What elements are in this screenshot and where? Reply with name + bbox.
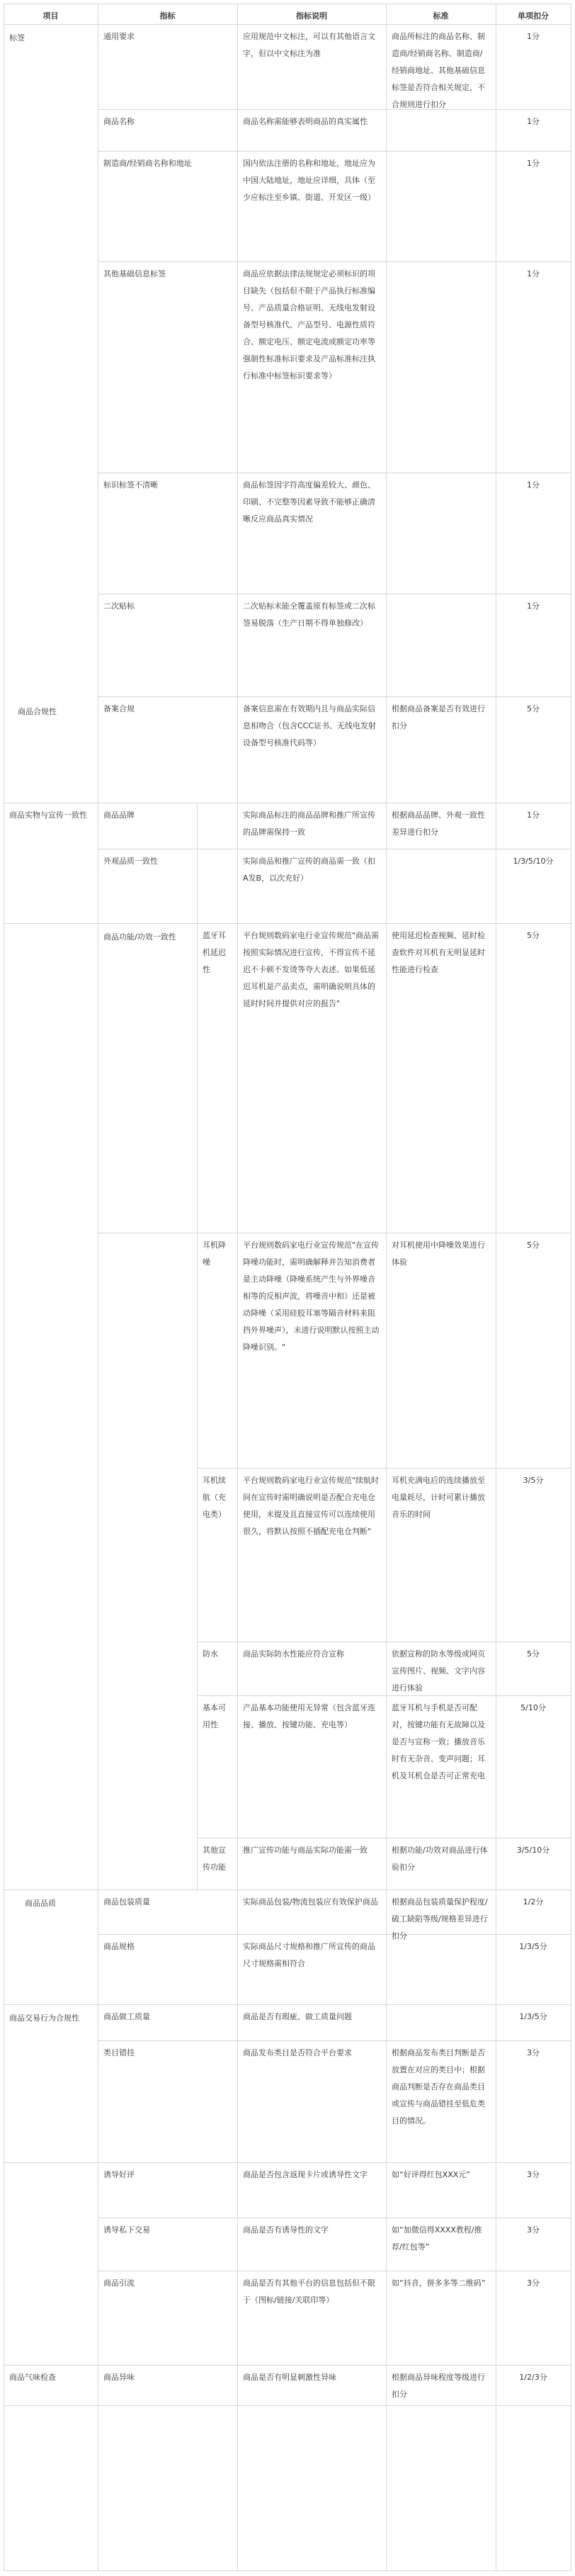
- table-rule: [4, 24, 571, 25]
- row-deduction: 3/5分: [523, 1476, 544, 1485]
- row-description: 产品基本功能使用无异常（包含蓝牙连接、播放、按键功能、充电等）: [243, 1703, 375, 1729]
- row-deduction: 5分: [527, 1649, 540, 1659]
- table-rule: [4, 2004, 571, 2005]
- table-rule: [98, 151, 571, 152]
- table-rule: [197, 803, 198, 1889]
- row-deduction: 1/3/5分: [519, 2012, 547, 2021]
- row-indicator: 商品名称: [103, 117, 135, 126]
- row-deduction: 3分: [527, 2048, 540, 2057]
- row-indicator: 商品异味: [103, 2373, 135, 2382]
- row-indicator: 其他基础信息标签: [103, 269, 166, 278]
- row-description: 商品是否有瑕疵、做工质量问题: [243, 2012, 352, 2021]
- row-sub-indicator: 其他宣传功能: [203, 1846, 226, 1872]
- row-deduction: 5/10分: [520, 1703, 546, 1712]
- row-indicator: 通用要求: [103, 32, 135, 41]
- row-indicator: 制造商/经销商名称和地址: [103, 159, 192, 168]
- row-deduction: 1/2/3分: [519, 2373, 547, 2382]
- row-indicator: 备案合规: [103, 704, 135, 713]
- row-indicator: 诱导好评: [103, 2170, 135, 2179]
- row-description: 实际商品和推广宣传的商品需一致（扣A发B，以次充好）: [243, 857, 375, 883]
- row-description: 商品是否有其他平台的信息包括但不限于（图标/链接/关联印等）: [243, 2278, 375, 2305]
- row-description: 商品是否包含返现卡片或诱导性文字: [243, 2170, 368, 2179]
- row-standard: 耳机充满电后的连续播放至电量耗尽，计时可累计播放音乐的时间: [392, 1476, 485, 1519]
- table-rule: [4, 2570, 571, 2571]
- row-description: 推广宣传功能与商品实际功能需一致: [243, 1846, 368, 1855]
- row-description: 备案信息需在有效期内且与商品实际信息相吻合（包含CCC证书、无线电发射设备型号核准代码等）: [243, 704, 377, 747]
- row-description: 商品是否有诱导性的文字: [243, 2225, 329, 2235]
- row-description: 二次贴标未能全覆盖原有标签或二次标签易脱落（生产日期不得单独修改）: [243, 601, 375, 628]
- row-deduction: 1分: [527, 480, 540, 490]
- group-trading: 商品交易行为合规性: [9, 2013, 79, 2023]
- table-rule: [4, 2405, 571, 2406]
- row-indicator: 商品规格: [103, 1942, 135, 1951]
- table-rule: [98, 1934, 571, 1935]
- row-deduction: 1分: [527, 269, 540, 278]
- row-indicator: 商品引流: [103, 2278, 135, 2288]
- row-sub-indicator: 基本可用性: [203, 1703, 226, 1729]
- group-compliance: 商品合规性: [18, 707, 57, 716]
- row-standard: 依据宣称的防水等级或网页宣传图片、视频、文字内容进行体验: [392, 1649, 485, 1693]
- header-indicator: 指标: [159, 11, 176, 21]
- table-rule: [197, 1468, 571, 1469]
- row-deduction: 1分: [527, 117, 540, 126]
- table-rule: [4, 2162, 571, 2163]
- row-description: 国内依法注册的名称和地址，地址应为中国大陆地址，地址应详细，具体（至少应标注至乡镇、街道、开发区一级）: [243, 159, 375, 202]
- row-description: 商品名称需能够表明商品的真实属性: [243, 117, 368, 126]
- row-description: 平台规则数码家电行业宣传规范"续航时间在宣传时需明确说明是否配合充电仓使用，未提及且直接宣传可以连续使用很久，将默认按照不插配充电仓判断": [243, 1476, 380, 1536]
- row-description: 应用规范中文标注，可以有其他语言文字，但以中文标注为准: [243, 32, 375, 58]
- row-description: 商品发布类目是否符合平台要求: [243, 2048, 352, 2057]
- row-standard: 如“好评得红包XXX元”: [392, 2170, 471, 2179]
- group-function: 商品功能/功效一致性: [103, 932, 176, 942]
- row-deduction: 3分: [527, 2170, 540, 2179]
- label-standard: 商品所标注的商品名称、制造商/经销商名称、制造商/经销商地址、其他基础信息标签是否符合相关规定，不合规则进行扣分: [392, 32, 485, 109]
- row-standard: 根据商品发布类目判断是否放置在对应的类目中；根据商品判断是否存在商品类目或宣传与商品错挂至低危类目的情况。: [392, 2048, 485, 2125]
- row-standard: 对耳机使用中降噪效果进行体验: [392, 1241, 485, 1267]
- table-rule: [98, 696, 571, 697]
- row-deduction: 1分: [527, 32, 540, 41]
- row-indicator: 诱导私下交易: [103, 2225, 150, 2235]
- row-indicator: 外观品质一致性: [103, 857, 158, 866]
- row-deduction: 3分: [527, 2225, 540, 2235]
- header-project: 项目: [42, 11, 59, 21]
- row-deduction: 5分: [527, 704, 540, 713]
- row-deduction: 1/2分: [523, 1897, 544, 1906]
- row-sub-indicator: 防水: [203, 1649, 218, 1659]
- group-smell: 商品气味检查: [9, 2373, 56, 2382]
- row-standard: 根据商品异味程度等级进行扣分: [392, 2373, 485, 2399]
- row-deduction: 3/5/10分: [516, 1846, 550, 1855]
- row-indicator: 标识标签不清晰: [103, 480, 158, 490]
- row-sub-indicator: 蓝牙耳机延迟性: [203, 931, 226, 974]
- table-rule: [237, 4, 238, 2571]
- row-indicator: 商品做工质量: [103, 2012, 150, 2021]
- table-rule: [98, 2040, 571, 2041]
- row-description: 商品是否有明显刺激性异味: [243, 2373, 336, 2382]
- row-deduction: 5分: [527, 931, 540, 940]
- table-rule: [98, 261, 571, 262]
- row-description: 平台规则数码家电行业宣传规范"商品需按照实际情况进行宣传，不得宣传不延迟不卡顿不发烫等夸大表述。如果低延迟耳机是产品卖点，需明确说明具体的延时时间并提供对应的报告": [243, 931, 380, 1008]
- table-rule: [197, 1695, 571, 1696]
- header-deduction: 单项扣分: [518, 11, 549, 21]
- row-sub-indicator: 耳机降噪: [203, 1241, 226, 1267]
- row-deduction: 1分: [527, 159, 540, 168]
- row-description: 实际商品尺寸规格和推广所宣传的商品尺寸规格需相符合: [243, 1942, 375, 1968]
- group-quality: 商品品质: [25, 1899, 56, 1908]
- row-deduction: 1/3/5/10分: [513, 857, 554, 866]
- row-deduction: 1分: [527, 601, 540, 611]
- row-standard: 根据商品品牌、外观一致性差异进行扣分: [392, 810, 485, 837]
- group-physical: 商品实物与宣传一致性: [9, 810, 87, 820]
- row-standard: 根据商品包装质量保护程度/破工缺陷等级/规格差异进行扣分: [392, 1897, 488, 1941]
- row-deduction: 1/3/5分: [519, 1942, 547, 1951]
- row-description: 实际商品标注的商品品牌和推广所宣传的品牌需保持一致: [243, 810, 375, 837]
- row-description: 平台规则数码家电行业宣传规范"在宣传降噪功能时，需明确解释并告知消费者是主动降噪（降噪系统产生与外界噪音相等的反相声波，将噪音中和）还是被动降噪（采用硅胶耳塞等隔音材料来阻挡外界噪声），未进行说明默认按照主动降噪识别。": [243, 1241, 380, 1352]
- row-indicator: 商品包装质量: [103, 1897, 150, 1906]
- row-standard: 根据功能/功效对商品进行体验扣分: [392, 1846, 488, 1872]
- header-description: 指标说明: [296, 11, 327, 21]
- row-sub-indicator: 耳机续航（充电类）: [203, 1476, 226, 1519]
- row-description: 实际商品包装/物流包装应有效保护商品: [243, 1897, 378, 1906]
- row-indicator: 类目错挂: [103, 2048, 135, 2057]
- table-rule: [4, 923, 571, 924]
- row-standard: 如“加微信得XXXX教程/推荐/红包等”: [392, 2225, 482, 2252]
- table-rule: [98, 109, 571, 110]
- row-standard: 蓝牙耳机与手机是否可配对，按键功能有无故障以及是否与宣称一致；播放音乐时有无杂音、变声问题；耳机及耳机仓是否可正常充电: [392, 1703, 485, 1780]
- table-rule: [4, 1889, 571, 1890]
- header-standard: 标准: [433, 11, 449, 21]
- row-deduction: 1分: [527, 810, 540, 820]
- row-standard: 如“抖音，拼多多等二维码”: [392, 2278, 486, 2288]
- row-standard: 使用延迟检查视频、延时检查软件对耳机有无明显延时性能进行检查: [392, 931, 485, 974]
- table-rule: [386, 4, 387, 2571]
- row-indicator: 商品品牌: [103, 810, 135, 820]
- row-description: 商品实际防水性能应符合宣称: [243, 1649, 344, 1659]
- row-indicator: 二次贴标: [103, 601, 135, 611]
- row-deduction: 5分: [527, 1241, 540, 1250]
- table-rule: [4, 2365, 571, 2366]
- row-standard: 根据商品备案是否有效进行扣分: [392, 704, 485, 730]
- row-description: 商品应依据法律法规规定必须标识的项目缺失（包括但不限于产品执行标准编号、产品质量合格证明、无线电发射设备型号核准代、产品型号、电源性质符合、额定电压、额定电流或额定功率等强制性标准标识要求及产品标准标注执行标准中标签标识要求等）: [243, 269, 375, 380]
- row-deduction: 3分: [527, 2278, 540, 2288]
- row-description: 商品标签因字符高度偏差较大、颜色、印刷、不完整等因素导致不能够正确清晰反应商品真实情况: [243, 480, 375, 524]
- group-label: 标签: [9, 33, 25, 43]
